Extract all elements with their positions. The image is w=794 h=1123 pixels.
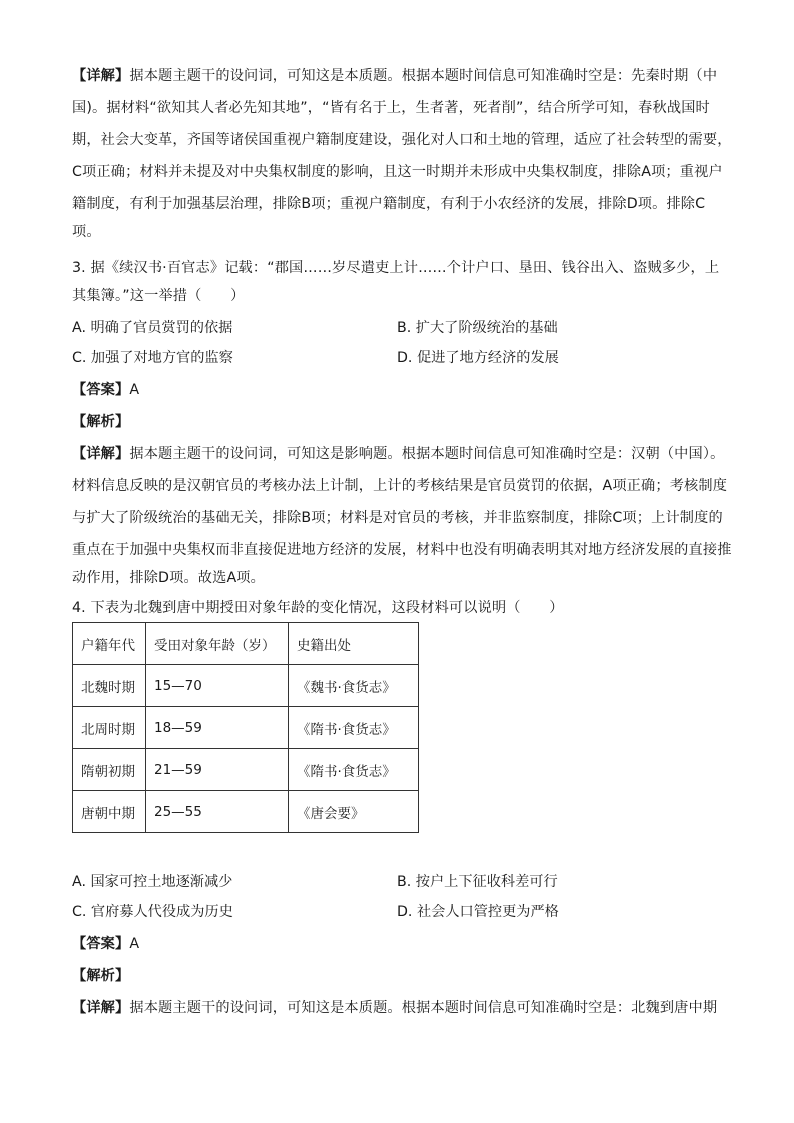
table-cell: 21—59 xyxy=(146,749,289,791)
table-header-cell: 史籍出处 xyxy=(289,623,419,665)
table-cell: 北周时期 xyxy=(73,707,146,749)
q3-detail-line-1: 【详解】据本题主题干的设问词，可知这是影响题。根据本题时间信息可知准确时空是：汉朝（中国）。 xyxy=(72,446,725,462)
answer-tag: 【答案】 xyxy=(72,936,130,952)
q3-option-c: C. 加强了对地方官的监察 xyxy=(72,350,233,366)
table-cell: 《隋书·食货志》 xyxy=(289,707,419,749)
table-row xyxy=(73,665,419,707)
table-header-row xyxy=(73,623,419,665)
q4-stem: 4. 下表为北魏到唐中期授田对象年龄的变化情况，这段材料可以说明（ ） xyxy=(72,600,564,616)
q3-option-d: D. 促进了地方经济的发展 xyxy=(397,350,559,366)
q4-data-table xyxy=(72,622,419,833)
table-cell: 《隋书·食货志》 xyxy=(289,749,419,791)
q4-option-b: B. 按户上下征收科差可行 xyxy=(397,874,558,890)
answer-value: A xyxy=(129,936,140,952)
q4-option-d: D. 社会人口管控更为严格 xyxy=(397,904,559,920)
detail-tag: 【详解】 xyxy=(72,446,130,462)
q4-option-a: A. 国家可控土地逐渐减少 xyxy=(72,874,233,890)
q3-option-b: B. 扩大了阶级统治的基础 xyxy=(397,320,558,336)
p1-line-3: 期，社会大变革，齐国等诸侯国重视户籍制度建设，强化对人口和土地的管理，适应了社会转型的需要， xyxy=(72,132,732,148)
table-cell: 《唐会要》 xyxy=(289,791,419,833)
p1-line-2: 国)。据材料“欲知其人者必先知其地”，“皆有名于上，生者著，死者削”，结合所学可知，春秋战国时 xyxy=(72,100,710,116)
q3-detail-line-2: 材料信息反映的是汉朝官员的考核办法上计制，上计的考核结果是官员赏罚的依据，A项正确；考核制度 xyxy=(72,478,728,494)
q4-detail-line-1: 【详解】据本题主题干的设问词，可知这是本质题。根据本题时间信息可知准确时空是：北魏到唐中期 xyxy=(72,1000,718,1016)
q4-analysis-tag: 【解析】 xyxy=(72,968,130,984)
p1-line-1: 【详解】据本题主题干的设问词，可知这是本质题。根据本题时间信息可知准确时空是：先秦时期（中 xyxy=(72,68,718,84)
p1-line-5: 籍制度，有利于加强基层治理，排除B项；重视户籍制度，有利于小农经济的发展，排除D项。排除C xyxy=(72,196,706,212)
p1-line-6: 项。 xyxy=(72,224,101,240)
detail-tag: 【详解】 xyxy=(72,68,130,84)
p1-line-4: C项正确；材料并未提及对中央集权制度的影响，且这一时期并未形成中央集权制度，排除A项；重视户 xyxy=(72,164,723,180)
answer-value: A xyxy=(129,382,140,398)
table-cell: 15—70 xyxy=(146,665,289,707)
q3-detail-line-3: 与扩大了阶级统治的基础无关，排除B项；材料是对官员的考核，并非监察制度，排除C项；上计制度的 xyxy=(72,510,723,526)
table-cell: 北魏时期 xyxy=(73,665,146,707)
q3-stem-line-2: 其集簿。”这一举措（ ） xyxy=(72,288,245,304)
table-cell: 《魏书·食货志》 xyxy=(289,665,419,707)
q3-stem-line-1: 3. 据《续汉书·百官志》记载：“郡国……岁尽遣吏上计……个计户口、垦田、钱谷出入、盗贼多少，上 xyxy=(72,260,720,276)
q3-analysis-tag: 【解析】 xyxy=(72,414,130,430)
q3-answer xyxy=(72,380,732,400)
table-header-cell: 户籍年代 xyxy=(73,623,146,665)
detail-tag: 【详解】 xyxy=(72,1000,130,1016)
q3-option-a: A. 明确了官员赏罚的依据 xyxy=(72,320,233,336)
q4-answer xyxy=(72,934,732,954)
table-row xyxy=(73,791,419,833)
answer-tag: 【答案】 xyxy=(72,382,130,398)
table-cell: 25—55 xyxy=(146,791,289,833)
table-cell: 隋朝初期 xyxy=(73,749,146,791)
q3-detail-line-4: 重点在于加强中央集权而非直接促进地方经济的发展，材料中也没有明确表明其对地方经济发展的直接推 xyxy=(72,542,732,558)
table-header-cell: 受田对象年龄（岁） xyxy=(146,623,289,665)
table-cell: 唐朝中期 xyxy=(73,791,146,833)
table-row xyxy=(73,749,419,791)
table-row xyxy=(73,707,419,749)
q4-option-c: C. 官府募人代役成为历史 xyxy=(72,904,233,920)
table-cell: 18—59 xyxy=(146,707,289,749)
q3-detail-line-5: 动作用，排除D项。故选A项。 xyxy=(72,570,265,586)
